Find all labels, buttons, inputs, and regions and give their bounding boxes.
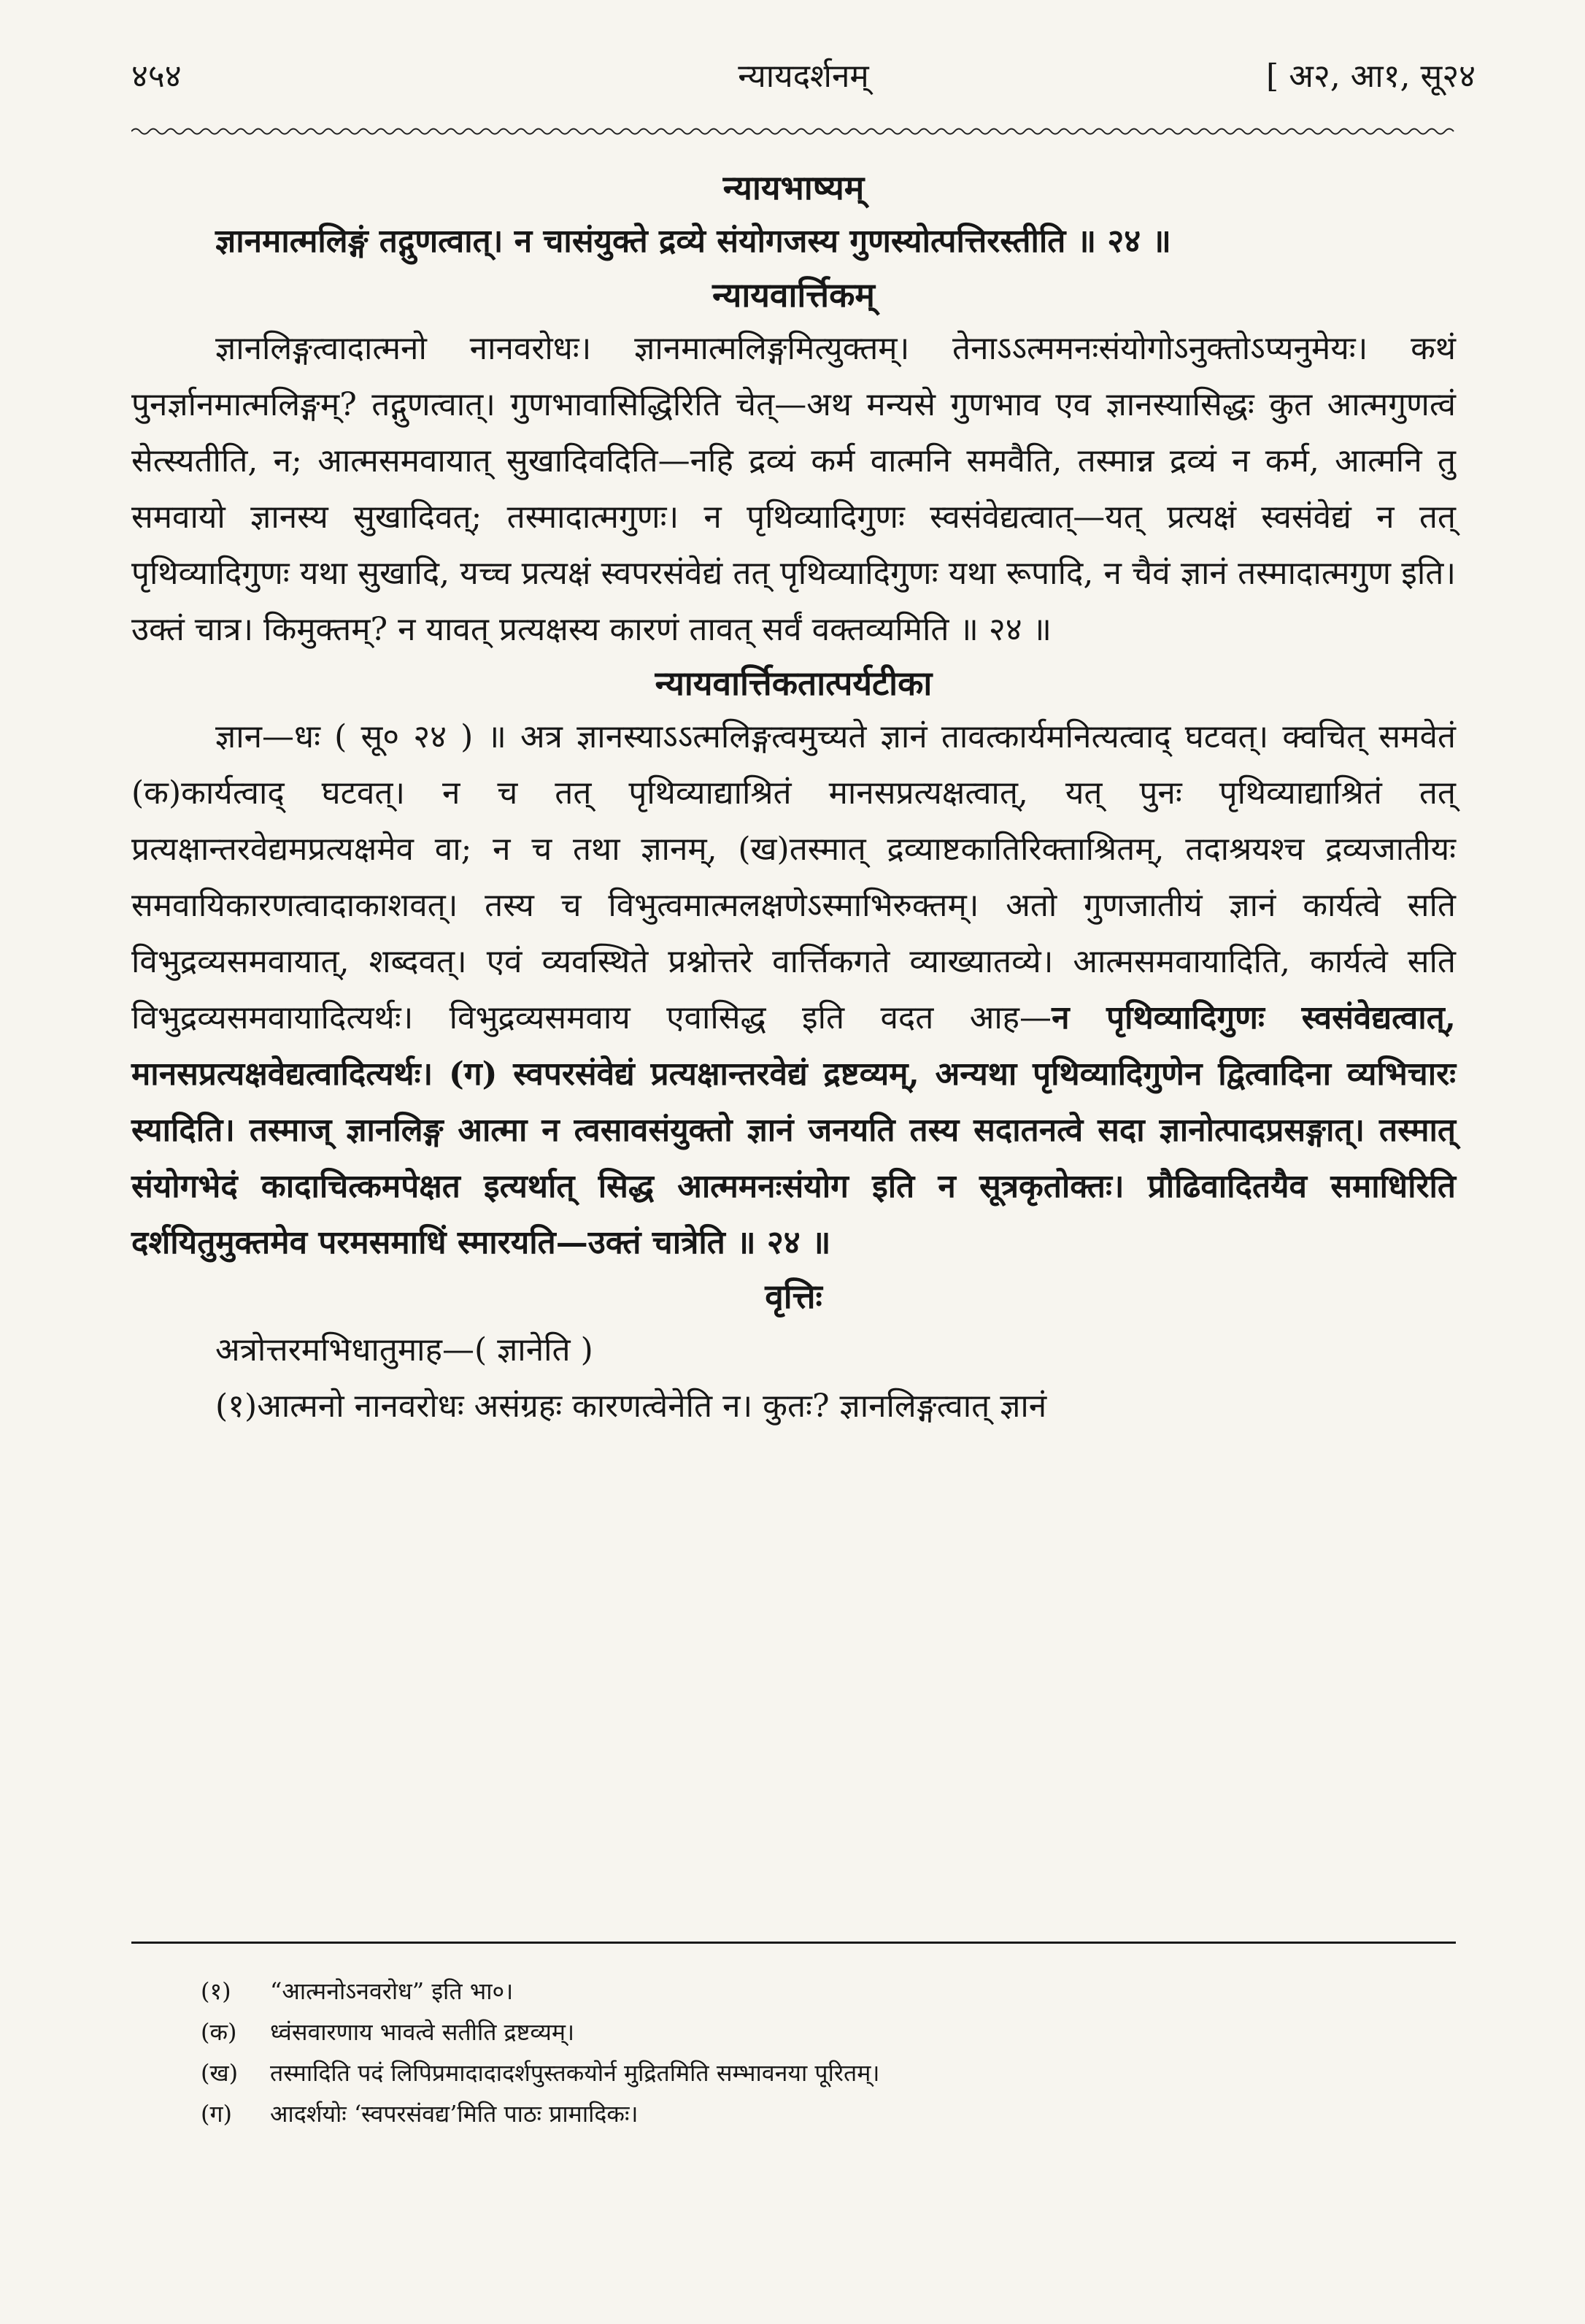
tika-text	[131, 709, 1456, 1271]
vritti-line-2: (१)आत्मनो नानवरोधः असंग्रहः कारणत्वेनेति न। कुतः? ज्ञानलिङ्गत्वात् ज्ञानं	[215, 1388, 1047, 1425]
running-title: न्यायदर्शनम्	[738, 58, 869, 95]
footnote-rule	[131, 1942, 1456, 1944]
section-heading-vritti: वृत्तिः	[765, 1277, 822, 1316]
section-heading-tika: न्यायवार्त्तिकतात्पर्यटीका	[655, 663, 933, 703]
page-number: ४५४	[131, 58, 182, 95]
tika-text-plain: ज्ञान—धः ( सू० २४ ) ॥ अत्र ज्ञानस्याऽऽत्मलिङ्गत्वमुच्यते ज्ञानं तावत्कार्यमनित्यत्वाद् घटवत्। क्वचित् समवेतं (क)कार्यत्वाद् घटवत्। न च तत् पृथिव्याद्याश्रितं मानसप्रत्यक्षत्वात्, यत् पुनः पृथिव्याद्याश्रितं तत् प्रत्यक्षान्तरवेद्यमप्रत्यक्षमेव वा; न च तथा ज्ञानम्, (ख)तस्मात् द्रव्याष्टकातिरिक्ताश्रितम्, तदाश्रयश्च द्रव्यजातीयः समवायिकारणत्वादाकाशवत्। तस्य च विभुत्वमात्मलक्षणेऽस्माभिरुक्तम्। अतो गुणजातीयं ज्ञानं कार्यत्वे सति विभुद्रव्यसमवायात्, शब्दवत्। एवं व्यवस्थिते प्रश्नोत्तरे वार्त्तिकगते व्याख्यातव्ये। आत्मसमवायादिति, कार्यत्वे सति विभुद्रव्यसमवायादित्यर्थः। विभुद्रव्यसमवाय एवासिद्ध इति वदत आह—	[131, 718, 1456, 1036]
section-reference: [ अ२, आ१, सू२४	[1266, 58, 1476, 95]
footnote-text: “आत्मनोऽनवरोध” इति भा०।	[270, 1977, 514, 2005]
footnote-mark: (ख)	[201, 2059, 239, 2087]
vritti-line-1: अत्रोत्तरमभिधातुमाह—( ज्ञानेति )	[215, 1331, 593, 1369]
footnote	[131, 1971, 1456, 2012]
footnote-mark: (१)	[201, 1977, 231, 2005]
footnotes	[131, 1971, 1456, 2134]
wavy-rule	[131, 126, 1456, 137]
footnote	[131, 2012, 1456, 2052]
section-heading-bhashya: न्यायभाष्यम्	[722, 168, 865, 207]
bhashya-text: ज्ञानमात्मलिङ्गं तद्गुणत्वात्। न चासंयुक्ते द्रव्ये संयोगजस्य गुणस्योत्पत्तिरस्तीति ॥ २४ ॥	[215, 223, 1171, 260]
footnote-text: तस्मादिति पदं लिपिप्रमादादादर्शपुस्तकयोर्न मुद्रितमिति सम्भावनया पूरितम्।	[270, 2059, 880, 2087]
footnote-mark: (क)	[201, 2018, 237, 2046]
section-heading-varttika: न्यायवार्त्तिकम्	[712, 275, 875, 315]
varttika-text: ज्ञानलिङ्गत्वादात्मनो नानवरोधः। ज्ञानमात्मलिङ्गमित्युक्तम्। तेनाऽऽत्ममनःसंयोगोऽनुक्तोऽप्यनुमेयः। कथं पुनर्ज्ञानमात्मलिङ्गम्? तद्गुणत्वात्। गुणभावासिद्धिरिति चेत्—अथ मन्यसे गुणभाव एव ज्ञानस्यासिद्धः कुत आत्मगुणत्वं सेत्स्यतीति, न; आत्मसमवायात् सुखादिवदिति—नहि द्रव्यं कर्म वात्मनि समवैति, तस्मान्न द्रव्यं न कर्म, आत्मनि तु समवायो ज्ञानस्य सुखादिवत्; तस्मादात्मगुणः। न पृथिव्यादिगुणः स्वसंवेद्यत्वात्—यत् प्रत्यक्षं स्वसंवेद्यं न तत् पृथिव्यादिगुणः यथा सुखादि, यच्च प्रत्यक्षं स्वपरसंवेद्यं तत् पृथिव्यादिगुणः यथा रूपादि, न चैवं ज्ञानं तस्मादात्मगुण इति। उक्तं चात्र। किमुक्तम्? न यावत् प्रत्यक्षस्य कारणं तावत् सर्वं वक्तव्यमिति ॥ २४ ॥	[131, 330, 1456, 648]
footnote-text: ध्वंसवारणाय भावत्वे सतीति द्रष्टव्यम्।	[270, 2018, 575, 2046]
footnote	[131, 2052, 1456, 2093]
footnote-mark: (ग)	[201, 2100, 232, 2128]
footnote-text: आदर्शयोः ‘स्वपरसंवद्य’मिति पाठः प्रामादिकः।	[270, 2100, 639, 2128]
running-head	[131, 53, 1476, 111]
main-text	[131, 162, 1456, 1434]
footnote	[131, 2093, 1456, 2134]
tika-text-bold: न पृथिव्यादिगुणः स्वसंवेद्यत्वात्, मानसप्रत्यक्षवेद्यत्वादित्यर्थः। (ग) स्वपरसंवेद्यं प्रत्यक्षान्तरवेद्यं द्रष्टव्यम्, अन्यथा पृथिव्यादिगुणेन द्वित्वादिना व्यभिचारः स्यादिति। तस्माज् ज्ञानलिङ्ग आत्मा न त्वसावसंयुक्तो ज्ञानं जनयति तस्य सदातनत्वे सदा ज्ञानोत्पादप्रसङ्गात्। तस्मात् संयोगभेदं कादाचित्कमपेक्षत इत्यर्थात् सिद्ध आत्ममनःसंयोग इति न सूत्रकृतोक्तः। प्रौढिवादितयैव समाधिरिति दर्शयितुमुक्तमेव परमसमाधिं स्मारयति—उक्तं चात्रेति ॥ २४ ॥	[131, 999, 1456, 1261]
